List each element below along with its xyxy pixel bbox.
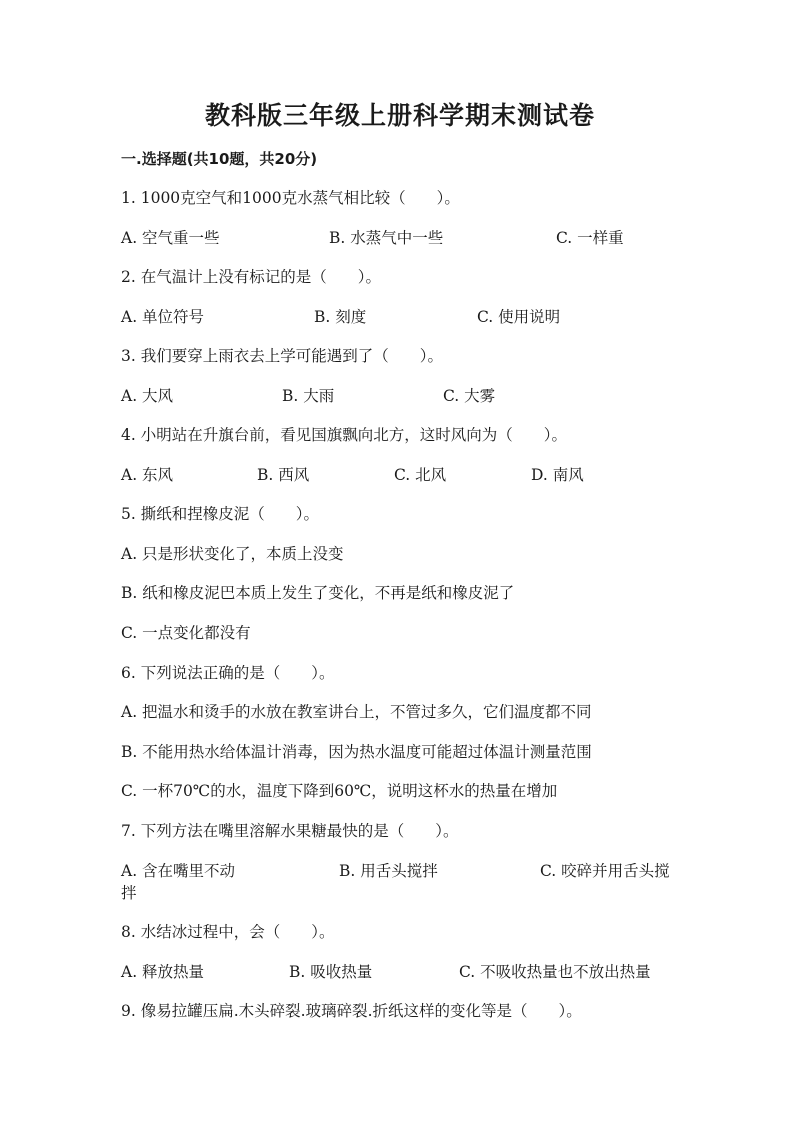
q7-option-a: A. 含在嘴里不动 <box>121 862 236 880</box>
question-2: 2. 在气温计上没有标记的是（ ）。 <box>121 268 381 286</box>
q6-option-b: B. 不能用热水给体温计消毒，因为热水温度可能超过体温计测量范围 <box>121 743 592 761</box>
question-4: 4. 小明站在升旗台前，看见国旗飘向北方，这时风向为（ ）。 <box>121 426 567 444</box>
question-1: 1. 1000克空气和1000克水蒸气相比较（ ）。 <box>121 189 460 207</box>
q8-option-c: C. 不吸收热量也不放出热量 <box>459 963 651 981</box>
q7-option-c-continued: 拌 <box>121 884 137 902</box>
q2-option-b: B. 刻度 <box>314 308 367 326</box>
q4-option-c: C. 北风 <box>394 466 447 484</box>
q6-option-a: A. 把温水和烫手的水放在教室讲台上，不管过多久，它们温度都不同 <box>121 703 592 721</box>
q2-option-c: C. 使用说明 <box>477 308 561 326</box>
q7-option-c: C. 咬碎并用舌头搅 <box>540 862 670 880</box>
q3-option-c: C. 大雾 <box>443 387 496 405</box>
question-7: 7. 下列方法在嘴里溶解水果糖最快的是（ ）。 <box>121 822 459 840</box>
q3-option-a: A. 大风 <box>121 387 174 405</box>
q8-option-a: A. 释放热量 <box>121 963 205 981</box>
q2-option-a: A. 单位符号 <box>121 308 205 326</box>
question-8: 8. 水结冰过程中，会（ ）。 <box>121 923 335 941</box>
q5-option-b: B. 纸和橡皮泥巴本质上发生了变化，不再是纸和橡皮泥了 <box>121 584 515 602</box>
question-3: 3. 我们要穿上雨衣去上学可能遇到了（ ）。 <box>121 347 443 365</box>
q5-option-a: A. 只是形状变化了，本质上没变 <box>121 545 344 563</box>
q5-option-c: C. 一点变化都没有 <box>121 624 251 642</box>
question-9: 9. 像易拉罐压扁.木头碎裂.玻璃碎裂.折纸这样的变化等是（ ）。 <box>121 1002 582 1020</box>
q3-option-b: B. 大雨 <box>282 387 335 405</box>
q1-option-a: A. 空气重一些 <box>121 229 220 247</box>
question-6: 6. 下列说法正确的是（ ）。 <box>121 664 335 682</box>
q6-option-c: C. 一杯70℃的水，温度下降到60℃，说明这杯水的热量在增加 <box>121 782 558 800</box>
q1-option-b: B. 水蒸气中一些 <box>329 229 444 247</box>
q1-option-c: C. 一样重 <box>556 229 624 247</box>
page-title: 教科版三年级上册科学期末测试卷 <box>204 101 595 130</box>
question-5: 5. 撕纸和捏橡皮泥（ ）。 <box>121 505 319 523</box>
section-heading: 一.选择题(共10题，共20分) <box>121 150 318 168</box>
q4-option-b: B. 西风 <box>257 466 310 484</box>
q7-option-b: B. 用舌头搅拌 <box>339 862 438 880</box>
q4-option-a: A. 东风 <box>121 466 174 484</box>
q4-option-d: D. 南风 <box>531 466 584 484</box>
q8-option-b: B. 吸收热量 <box>289 963 373 981</box>
